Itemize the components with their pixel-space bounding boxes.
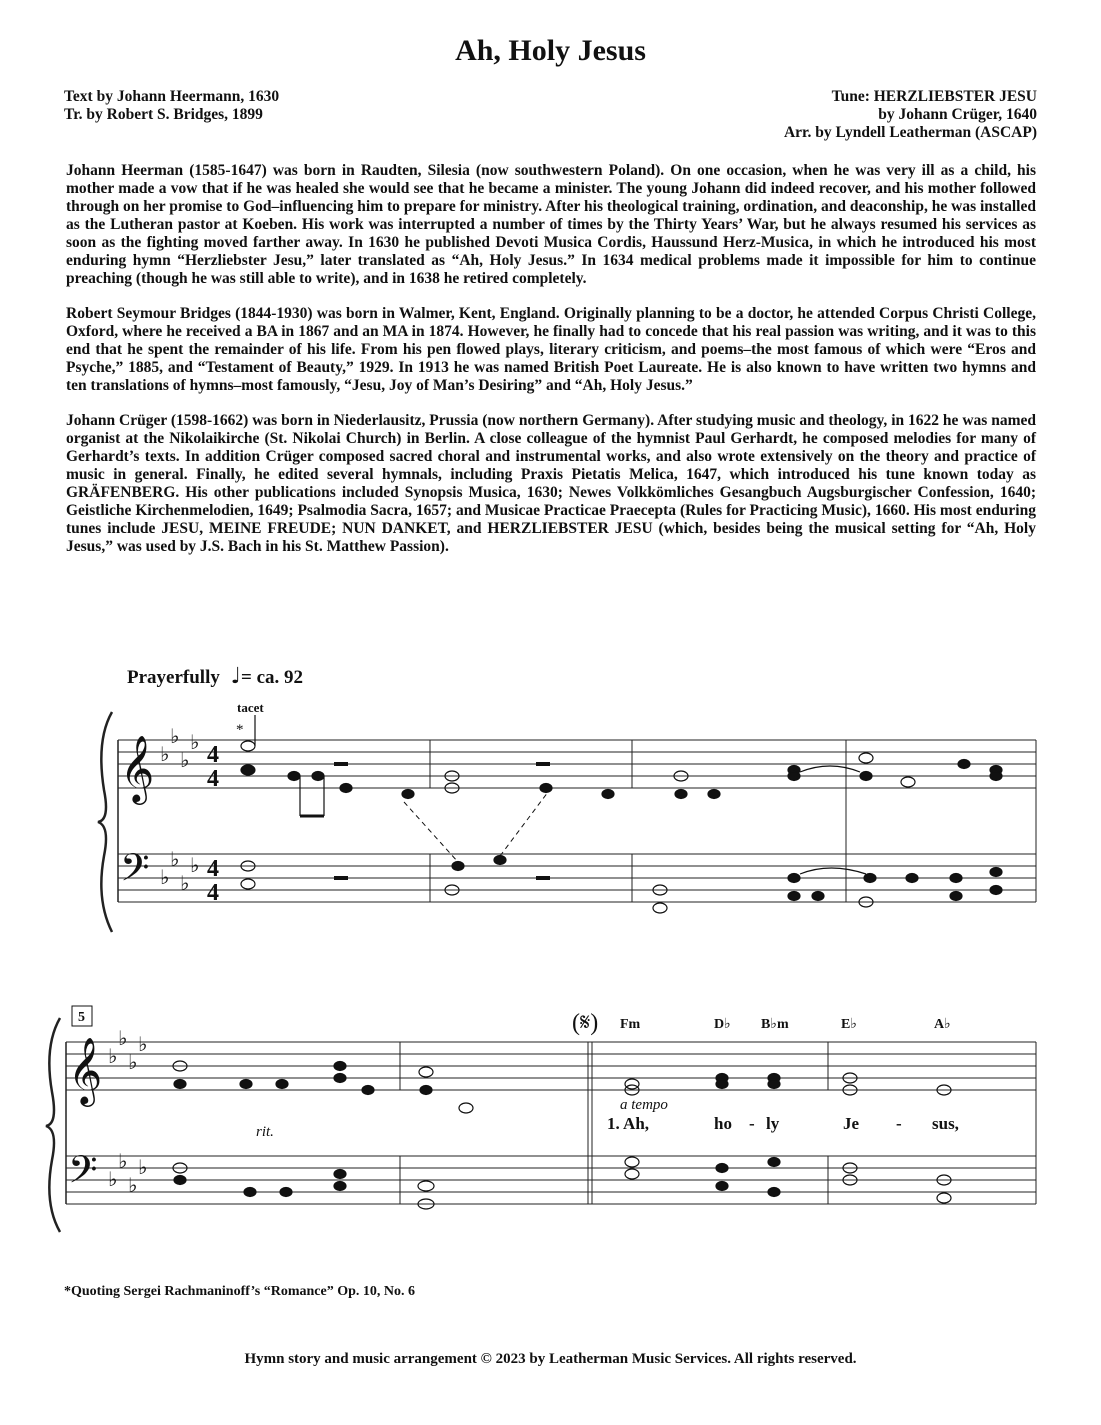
lyric-syllable: - <box>749 1114 755 1133</box>
time-signature-bottom: 4 <box>207 766 219 792</box>
chord-db: D♭ <box>714 1017 731 1032</box>
arranger: Arr. by Lyndell Leatherman (ASCAP) <box>783 124 1037 141</box>
bass-clef-icon: 𝄢 <box>120 847 150 898</box>
chord-ab: A♭ <box>934 1017 951 1032</box>
svg-text:♭: ♭ <box>180 750 190 772</box>
chord-bbm: B♭m <box>761 1017 789 1032</box>
story-paragraph-heermann: Johann Heerman (1585-1647) was born in Raudten, Silesia (now southwestern Poland). On one occasion, when he was very ill as a child, his mother made a vow that if he was healed she would see that he became a minister. The young Johann did indeed recover, and his mother followed through on her promise to God–influencing him to prepare for ministry. After his theological training, ordination, and deaconship, he was installed as the Lutheran pastor at Koeben. His work was interrupted a number of times by the Thirty Years’ War, but he always resumed his services as soon as the fighting moved farther away. In 1630 he published Devoti Musica Cordis, Haussund Herz-Musica, in which he introduced his most enduring hymn “Herzliebster Jesu,” later translated as “Ah, Holy Jesus.” In 1634 medical problems made it impossible for him to continue preaching (though he was still able to write), and in 1638 he retired completely. <box>66 162 1036 287</box>
time-signature-top: 4 <box>207 742 219 768</box>
system1-bass-staff <box>118 854 1036 902</box>
system2-brace-icon <box>46 1018 60 1232</box>
story-paragraph-cruger: Johann Crüger (1598-1662) was born in Niederlausitz, Prussia (now northern Germany). After studying music and theology, in 1622 he was named organist at the Nikolaikirche (St. Nikolai Church) in Berlin. A close colleague of the hymnist Paul Gerhardt, he composed melodies for many of Gerhardt’s texts. In addition Crüger composed sacred choral and instrumental works, and also wrote extensively on the theory and practice of music in general. Finally, he edited several hymnals, including Praxis Pietatis Melica, 1647, which introduced his tune known today as GRÄFENBERG. His other publications included Synopsis Musica, 1630; Newes Volkkömliches Gesangbuch Augsburgischer Confession, 1640; Geistliche Kirchenmelodien, 1649; Psalmodia Sacra, 1657; and Musicae Practicae Praecepta (Rules for Practicing Music), 1660. His most enduring tunes include JESU, MEINE FREUDE; NUN DANKET, and HERZLIEBSTER JESU (which, besides being the musical setting for “Ah, Holy Jesus,” was used by J.S. Bach in his St. Matthew Passion). <box>66 412 1036 555</box>
tune-name: Tune: HERZLIEBSTER JESU <box>831 88 1037 105</box>
svg-text:♭: ♭ <box>128 1052 138 1074</box>
treble-clef-icon: 𝄞 <box>120 736 155 801</box>
svg-text:♭: ♭ <box>118 1151 128 1173</box>
text-author: Text by Johann Heermann, 1630 <box>64 88 280 105</box>
svg-text:♭: ♭ <box>118 1028 128 1050</box>
svg-text:♭: ♭ <box>108 1046 118 1068</box>
time-signature-bottom: 4 <box>207 880 219 906</box>
chord-eb: E♭ <box>841 1017 857 1032</box>
time-signature-top: 4 <box>207 856 219 882</box>
lyric-syllable: ly <box>766 1114 780 1133</box>
a-tempo-marking: a tempo <box>620 1097 668 1113</box>
svg-text:♭: ♭ <box>170 726 180 748</box>
system1-treble-staff <box>118 740 1036 788</box>
lyric-syllable: 1. Ah, <box>607 1114 650 1133</box>
svg-text:♭: ♭ <box>190 855 200 877</box>
system2-bass-staff <box>66 1156 1036 1204</box>
lyric-syllable: sus, <box>932 1114 959 1133</box>
svg-text:♭: ♭ <box>108 1169 118 1191</box>
asterisk-mark: * <box>236 722 244 738</box>
footnote: *Quoting Sergei Rachmaninoff’s “Romance” Op. 10, No. 6 <box>64 1284 416 1299</box>
bass-clef-icon: 𝄢 <box>68 1149 98 1200</box>
chord-fm: Fm <box>620 1017 641 1032</box>
quarter-note-icon: ♩ <box>230 664 241 689</box>
tempo-value: = ca. 92 <box>241 667 304 688</box>
svg-text:♭: ♭ <box>138 1157 148 1179</box>
lyric-syllable: ho <box>714 1114 732 1133</box>
system2-notes <box>173 1061 951 1209</box>
system2-treble-staff <box>66 1042 1036 1090</box>
svg-text:♭: ♭ <box>190 732 200 754</box>
composer: by Johann Crüger, 1640 <box>878 106 1037 123</box>
translator: Tr. by Robert S. Bridges, 1899 <box>64 106 263 123</box>
tacet-label: tacet <box>237 700 264 715</box>
lyric-syllable: Je <box>843 1114 860 1133</box>
story-paragraph-bridges: Robert Seymour Bridges (1844-1930) was born in Walmer, Kent, England. Originally planning to be a doctor, he attended Corpus Christi College, Oxford, where he received a BA in 1867 and an MA in 1874. However, he finally had to concede that his real passion was writing, and it was to this end that he spent the remainder of his life. From his pen flowed plays, literary criticism, and poems–the most famous of which were “Eros and Psyche,” 1885, and “Testament of Beauty,” 1929. In 1913 he was named British Poet Laureate. He is also known to have written two hymns and ten translations of hymns–most famously, “Jesu, Joy of Man’s Desiring” and “Ah, Holy Jesus.” <box>66 305 1036 394</box>
treble-clef-icon: 𝄞 <box>68 1038 103 1103</box>
lyric-syllable: - <box>896 1114 902 1133</box>
measure-number: 5 <box>78 1010 85 1025</box>
system1-brace-icon <box>98 712 112 932</box>
svg-text:♭: ♭ <box>170 849 180 871</box>
svg-text:♭: ♭ <box>180 873 190 895</box>
rit-marking: rit. <box>256 1124 274 1140</box>
svg-text:♭: ♭ <box>138 1034 148 1056</box>
svg-text:♭: ♭ <box>128 1175 138 1197</box>
system1-notes <box>241 715 1002 913</box>
svg-text:♭: ♭ <box>160 867 170 889</box>
segno-icon: (𝄋) <box>572 1010 599 1036</box>
page-title: Ah, Holy Jesus <box>455 34 646 67</box>
copyright-notice: Hymn story and music arrangement © 2023 by Leatherman Music Services. All rights reserved. <box>244 1351 857 1367</box>
svg-text:♭: ♭ <box>160 744 170 766</box>
tempo-word: Prayerfully <box>127 667 220 688</box>
